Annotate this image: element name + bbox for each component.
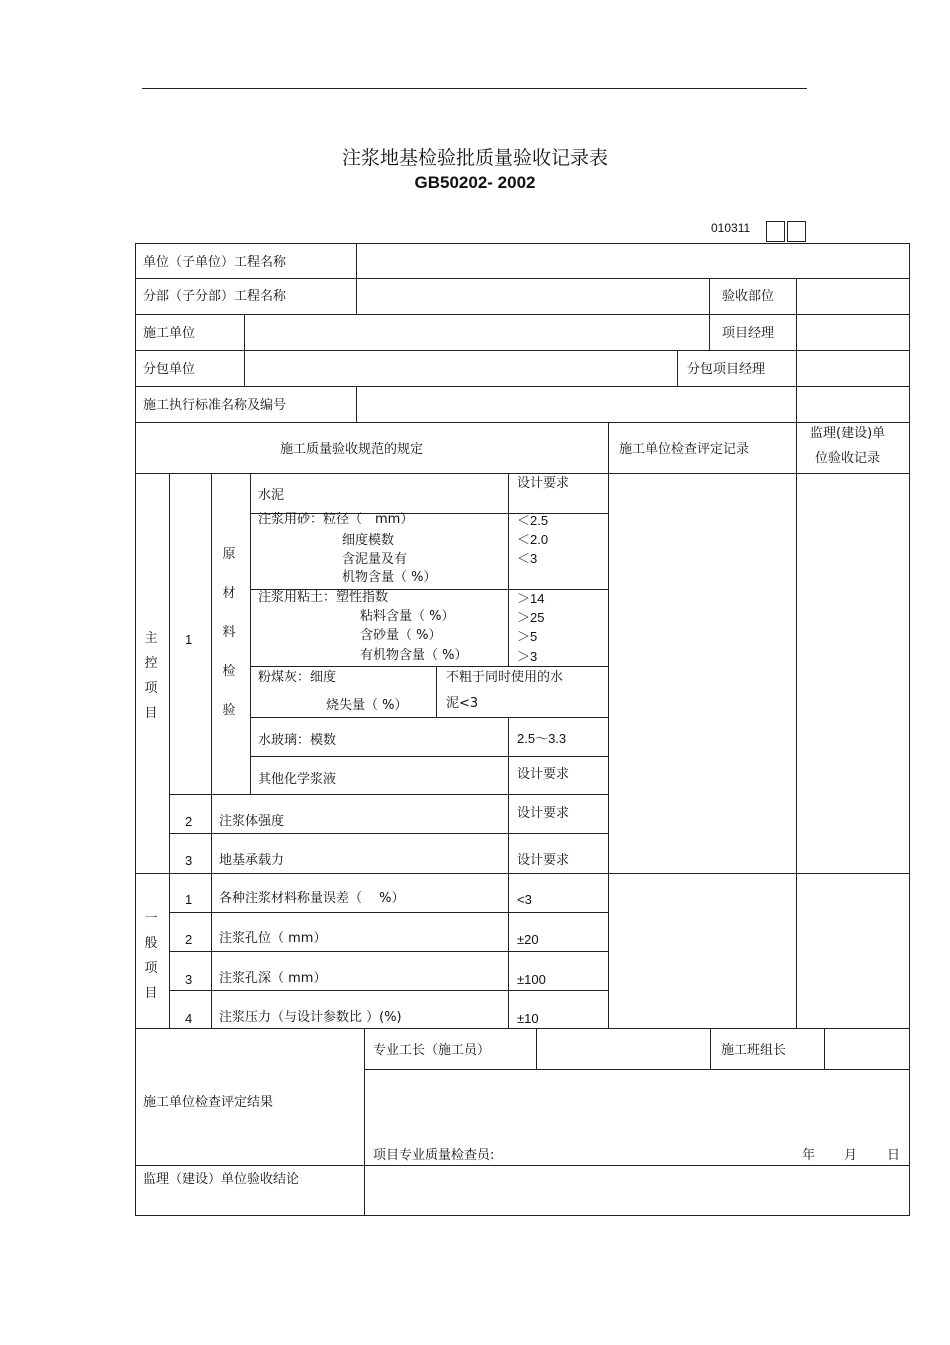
general-item-value: ±20 <box>517 932 539 947</box>
flyash-requirement-2: 泥<3 <box>446 696 479 711</box>
form-code: 010311 <box>711 221 751 235</box>
subcontract-manager-label: 分包项目经理 <box>687 362 766 377</box>
subunit-name-label: 分部（子分部）工程名称 <box>143 289 287 304</box>
cement-label: 水泥 <box>258 488 285 503</box>
flyash-requirement-1: 不粗于同时使用的水 <box>446 670 564 685</box>
vline <box>211 473 212 1028</box>
team-leader-label: 施工班组长 <box>721 1043 787 1058</box>
acceptance-part-label: 验收部位 <box>722 289 775 304</box>
clay-value-1: ＞14 <box>517 591 545 606</box>
vline <box>508 473 509 666</box>
main-item3-requirement: 设计要求 <box>517 853 570 868</box>
vline <box>710 1028 711 1069</box>
hline <box>135 314 910 315</box>
code-box-2[interactable] <box>787 221 806 242</box>
date-day: 日 <box>887 1148 901 1163</box>
supervision-conclusion-label: 监理（建设）单位验收结论 <box>143 1172 300 1187</box>
vline <box>244 314 245 386</box>
vline <box>796 278 797 422</box>
vline <box>536 1028 537 1069</box>
sand-value-2: ＜2.0 <box>517 532 549 547</box>
quality-inspector-label: 项目专业质量检查员: <box>373 1148 495 1163</box>
main-item3-number: 3 <box>185 853 193 868</box>
hline <box>135 386 910 387</box>
vline <box>508 717 509 1028</box>
clay-clay-content: 粘料含量（ %） <box>360 609 455 624</box>
general-item-name: 注浆压力（与设计参数比 ）(%) <box>219 1010 402 1025</box>
hline <box>135 1215 910 1216</box>
sand-mud-1: 含泥量及有 <box>342 552 408 567</box>
vline <box>436 666 437 717</box>
hline <box>169 951 608 952</box>
hline <box>135 1028 910 1029</box>
check-result-label: 施工单位检查评定结果 <box>143 1095 274 1110</box>
sand-mud-2: 机物含量（ %） <box>342 570 437 585</box>
general-items-group-label: 一般项目 <box>144 911 158 1001</box>
date-month: 月 <box>844 1148 858 1163</box>
sand-value-3: ＜3 <box>517 551 538 566</box>
hline <box>135 243 910 244</box>
general-item-number: 2 <box>185 932 193 947</box>
vline <box>135 243 136 1215</box>
hline <box>169 990 608 991</box>
clay-organic-content: 有机物含量（ %） <box>360 648 468 663</box>
cement-requirement: 设计要求 <box>517 476 570 491</box>
vline <box>796 422 797 1028</box>
water-glass-value: 2.5～3.3 <box>517 731 567 746</box>
supervision-column-header-line2: 位验收记录 <box>815 451 881 466</box>
vline <box>250 473 251 794</box>
supervision-column-header-line1: 监理(建设)单 <box>810 426 886 441</box>
hline <box>169 794 608 795</box>
general-item-number: 1 <box>185 892 193 907</box>
standard-name-label: 施工执行标准名称及编号 <box>143 398 287 413</box>
general-item-name: 注浆孔位（ mm） <box>219 931 327 946</box>
flyash-label-2: 烧失量（ %） <box>326 698 408 713</box>
hline <box>135 422 910 423</box>
other-chemical-label: 其他化学浆液 <box>258 772 337 787</box>
clay-value-3: ＞5 <box>517 629 538 644</box>
hline <box>169 912 608 913</box>
hline <box>250 666 608 667</box>
clay-value-4: ＞3 <box>517 649 538 664</box>
vline <box>364 1028 365 1215</box>
vline <box>824 1028 825 1069</box>
vline <box>356 386 357 422</box>
date-year: 年 <box>802 1148 816 1163</box>
hline <box>169 833 608 834</box>
other-chemical-requirement: 设计要求 <box>517 767 570 782</box>
clay-value-2: ＞25 <box>517 610 545 625</box>
vline <box>169 473 170 1028</box>
general-item-value: ±10 <box>517 1011 539 1026</box>
general-item-number: 3 <box>185 972 193 987</box>
main-item1-name: 原材料检验 <box>222 547 236 718</box>
project-manager-label: 项目经理 <box>722 326 775 341</box>
water-glass-label: 水玻璃：模数 <box>258 733 337 748</box>
clay-title: 注浆用粘土：塑性指数 <box>258 590 389 605</box>
hline <box>135 473 910 474</box>
sand-value-1: ＜2.5 <box>517 513 549 528</box>
main-item1-number: 1 <box>185 632 193 647</box>
vline <box>677 350 678 386</box>
main-item2-number: 2 <box>185 814 193 829</box>
hline <box>250 717 608 718</box>
top-rule <box>142 88 807 89</box>
main-item2-name: 注浆体强度 <box>219 814 285 829</box>
self-check-column-header: 施工单位检查评定记录 <box>619 442 750 457</box>
hline <box>135 278 910 279</box>
general-item-value: <3 <box>517 892 532 907</box>
general-item-number: 4 <box>185 1011 193 1026</box>
foreman-label: 专业工长（施工员） <box>373 1043 491 1058</box>
main-item2-requirement: 设计要求 <box>517 806 570 821</box>
flyash-label-1: 粉煤灰：细度 <box>258 670 337 685</box>
general-item-value: ±100 <box>517 972 546 987</box>
hline <box>135 1165 910 1166</box>
sand-title: 注浆用砂：粒径（ mm） <box>258 512 414 527</box>
hline <box>250 756 608 757</box>
general-item-name: 各种注浆材料称量误差（ %） <box>219 891 405 906</box>
hline <box>135 873 910 874</box>
sand-fineness: 细度模数 <box>342 533 395 548</box>
standard-code: GB50202- 2002 <box>414 173 536 192</box>
clay-sand-content: 含砂量（ %） <box>360 628 442 643</box>
main-items-group-label: 主控项目 <box>144 631 158 721</box>
code-box-1[interactable] <box>766 221 785 242</box>
spec-column-header: 施工质量验收规范的规定 <box>280 442 424 457</box>
hline <box>364 1069 910 1070</box>
unit-name-label: 单位（子单位）工程名称 <box>143 255 287 270</box>
general-item-name: 注浆孔深（ mm） <box>219 971 327 986</box>
construction-unit-label: 施工单位 <box>143 326 196 341</box>
vline <box>709 278 710 350</box>
subcontract-unit-label: 分包单位 <box>143 362 196 377</box>
vline <box>356 243 357 314</box>
vline <box>909 243 910 1215</box>
form-title: 注浆地基检验批质量验收记录表 <box>341 147 608 169</box>
main-item3-name: 地基承载力 <box>219 853 285 868</box>
vline <box>608 422 609 1028</box>
hline <box>135 350 910 351</box>
